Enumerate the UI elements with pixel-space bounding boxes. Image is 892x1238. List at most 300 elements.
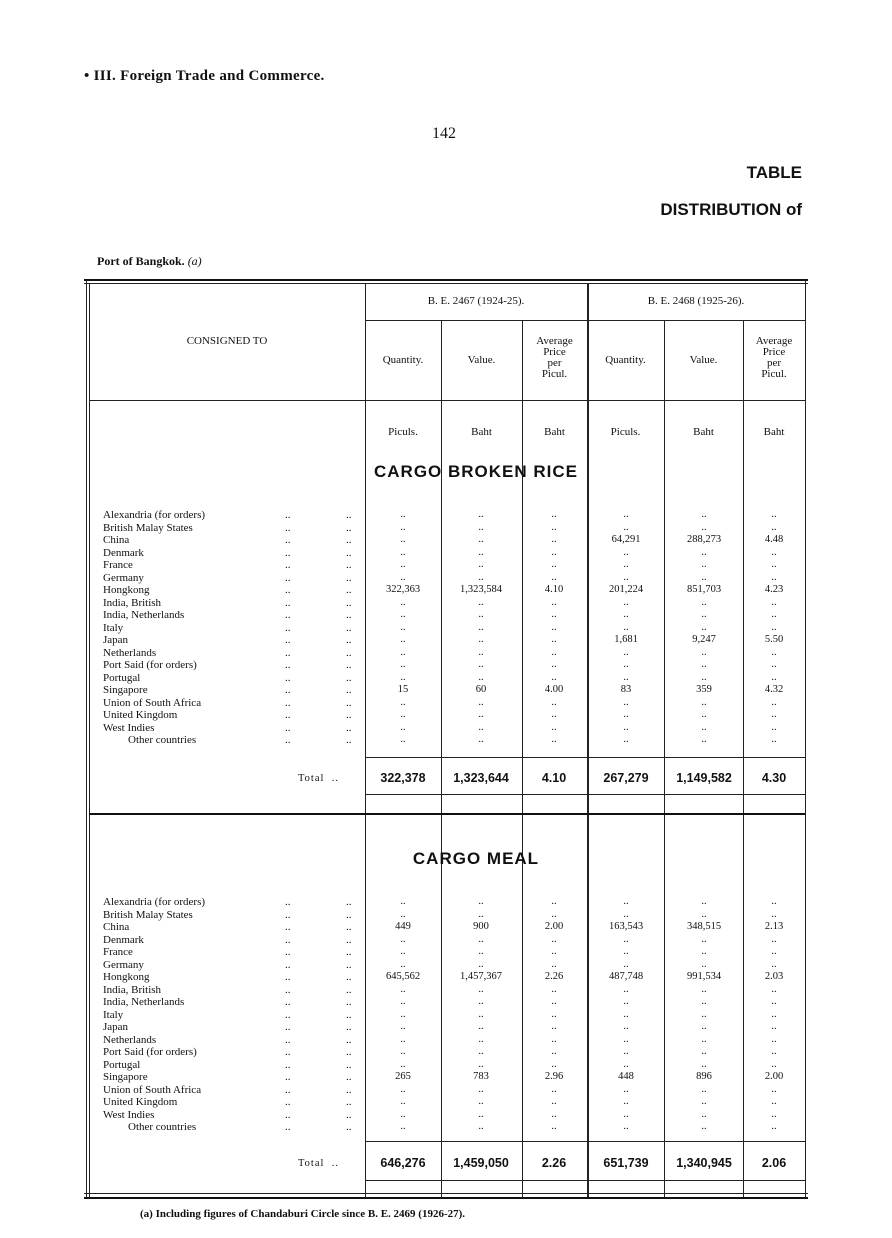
table-cell: ..: [771, 734, 777, 745]
table-cell: 64,291: [611, 534, 641, 545]
leader-dots: ..: [285, 1071, 291, 1083]
country-name: Port Said (for orders): [103, 659, 197, 671]
consigned-to-header: CONSIGNED TO: [186, 335, 268, 347]
table-cell: ..: [701, 1121, 707, 1132]
table-cell: ..: [478, 1096, 484, 1107]
table-cell: ..: [478, 696, 484, 708]
country-name: Union of South Africa: [103, 696, 202, 709]
table-cell: 5.50: [764, 634, 784, 645]
table-cell: 9,247: [692, 634, 716, 645]
leader-dots: ..: [285, 521, 291, 534]
table-cell: ..: [771, 1096, 777, 1107]
leader-dots: ..: [285, 1096, 291, 1108]
table-cell: ..: [400, 546, 406, 558]
table-cell: ..: [771, 1033, 777, 1045]
table-cell: 265: [395, 1071, 411, 1082]
table-cell: ..: [771, 546, 777, 558]
table-cell: ..: [623, 571, 629, 583]
leader-dots: ..: [285, 896, 291, 908]
leader-dots: ..: [285, 634, 291, 646]
unit-baht-1: Baht: [471, 426, 492, 438]
table-cell: ..: [771, 1008, 777, 1020]
table-cell: ..: [400, 521, 406, 533]
table-cell: ..: [551, 933, 557, 945]
table-cell: ..: [478, 621, 484, 633]
table-cell: ..: [478, 946, 484, 957]
leader-dots: ..: [285, 958, 291, 971]
total-label-2: Total ..: [298, 1158, 339, 1169]
table-cell: 2.96: [544, 1071, 564, 1082]
table-cell: ..: [701, 1021, 707, 1032]
table-cell: ..: [701, 1108, 707, 1120]
leader-dots: ..: [346, 1008, 352, 1021]
table-cell: ..: [623, 509, 629, 520]
table-cell: ..: [623, 709, 629, 720]
table-cell: ..: [701, 958, 707, 970]
table-cell: ..: [701, 908, 707, 920]
leader-dots: ..: [346, 571, 352, 584]
leader-dots: ..: [346, 946, 352, 958]
table-cell: ..: [478, 896, 484, 907]
table-cell: ..: [478, 933, 484, 945]
table-cell: ..: [400, 559, 406, 570]
table-cell: ..: [701, 659, 707, 670]
table-cell: ..: [478, 521, 484, 533]
table-cell: ..: [701, 946, 707, 957]
leader-dots: ..: [285, 646, 291, 659]
table-cell: ..: [478, 734, 484, 745]
table-cell: 4.32: [764, 684, 784, 695]
leader-dots: ..: [346, 1071, 352, 1083]
country-name: France: [103, 946, 133, 958]
table-cell: ..: [400, 734, 406, 745]
leader-dots: ..: [346, 1046, 352, 1058]
table-cell: 163,543: [608, 921, 644, 932]
leader-dots: ..: [285, 696, 291, 709]
table-cell: 2.00: [544, 921, 564, 932]
table-cell: ..: [771, 571, 777, 583]
table-cell: ..: [478, 1083, 484, 1095]
leader-dots: ..: [285, 933, 291, 946]
country-name: India, Netherlands: [103, 609, 185, 621]
table-cell: ..: [400, 596, 406, 608]
leader-dots: ..: [346, 521, 352, 534]
table-cell: ..: [551, 546, 557, 558]
table-cell: ..: [771, 1108, 777, 1120]
leader-dots: ..: [285, 1083, 291, 1096]
table-cell: ..: [771, 1058, 777, 1070]
table-cell: ..: [400, 509, 406, 520]
table-cell: ..: [551, 709, 557, 720]
year1-header: B. E. 2467 (1924-25).: [427, 295, 525, 307]
leader-dots: ..: [285, 1121, 291, 1133]
quantity-header-1: Quantity.: [382, 354, 424, 366]
country-name: United Kingdom: [103, 1096, 178, 1108]
table-cell: ..: [400, 1021, 406, 1032]
leader-dots: ..: [346, 709, 352, 721]
table-cell: 896: [696, 1071, 712, 1082]
country-name: Netherlands: [103, 646, 157, 659]
country-name: France: [103, 559, 133, 571]
table-cell: ..: [551, 1033, 557, 1045]
table-cell: ..: [551, 1121, 557, 1132]
leader-dots: ..: [346, 609, 352, 621]
table-cell: ..: [771, 1021, 777, 1032]
table-cell: 322,363: [385, 584, 421, 595]
leader-dots: ..: [346, 921, 352, 933]
table-cell: ..: [400, 534, 406, 545]
table-cell: ..: [400, 1046, 406, 1057]
table-cell: ..: [400, 609, 406, 620]
leader-dots: ..: [346, 1033, 352, 1046]
year2-header: B. E. 2468 (1925-26).: [647, 295, 745, 307]
total-cell: 1,459,050: [453, 1156, 509, 1170]
country-name: Germany: [103, 958, 144, 971]
table-cell: ..: [623, 996, 629, 1007]
footnote: (a) Including figures of Chandaburi Circle since B. E. 2469 (1926-27).: [140, 1208, 466, 1220]
table-cell: ..: [551, 1096, 557, 1107]
table-cell: ..: [400, 996, 406, 1007]
table-cell: 1,681: [614, 634, 638, 645]
table-cell: ..: [701, 646, 707, 658]
total-cell: 267,279: [603, 771, 649, 785]
table-cell: 4.48: [764, 534, 784, 545]
table-cell: ..: [551, 571, 557, 583]
table-cell: ..: [701, 1058, 707, 1070]
table-cell: ..: [771, 609, 777, 620]
table-cell: ..: [623, 646, 629, 658]
unit-baht-2: Baht: [544, 426, 565, 438]
table-cell: 288,273: [686, 534, 722, 545]
table-cell: ..: [551, 659, 557, 670]
country-name: Portugal: [103, 671, 141, 684]
table-cell: ..: [478, 1033, 484, 1045]
table-cell: ..: [701, 521, 707, 533]
country-name: Japan: [103, 1021, 129, 1033]
table-cell: ..: [551, 559, 557, 570]
table-cell: ..: [623, 1083, 629, 1095]
table-cell: ..: [701, 1046, 707, 1057]
table-cell: 487,748: [608, 971, 644, 982]
table-cell: ..: [771, 996, 777, 1007]
table-cell: ..: [400, 1108, 406, 1120]
table-cell: ..: [701, 896, 707, 907]
table-cell: ..: [478, 983, 484, 995]
total-cell: 1,149,582: [676, 771, 732, 785]
leader-dots: ..: [285, 509, 291, 521]
table-cell: ..: [478, 646, 484, 658]
table-cell: ..: [551, 509, 557, 520]
leader-dots: ..: [285, 1058, 291, 1071]
section-heading-text: III. Foreign Trade and Commerce.: [93, 68, 325, 84]
table-cell: ..: [478, 1121, 484, 1132]
table-cell: ..: [478, 609, 484, 620]
table-cell: 2.13: [764, 921, 784, 932]
table-cell: ..: [623, 621, 629, 633]
total-cell: 4.30: [761, 771, 787, 785]
table-cell: ..: [551, 1046, 557, 1057]
unit-piculs-2: Piculs.: [610, 426, 641, 438]
table-cell: 83: [620, 684, 632, 695]
table-cell: ..: [551, 908, 557, 920]
table-cell: ..: [400, 671, 406, 683]
table-cell: ..: [551, 734, 557, 745]
table-cell: 4.10: [544, 584, 564, 595]
section-title-broken-rice: CARGO BROKEN RICE: [373, 462, 578, 481]
country-name: British Malay States: [103, 908, 193, 921]
table-cell: ..: [478, 634, 484, 645]
table-cell: ..: [701, 559, 707, 570]
table-cell: ..: [623, 559, 629, 570]
leader-dots: ..: [346, 983, 352, 996]
country-name: Port Said (for orders): [103, 1046, 197, 1058]
table-cell: ..: [478, 659, 484, 670]
country-name: Germany: [103, 571, 144, 584]
table-cell: ..: [623, 671, 629, 683]
table-cell: ..: [623, 734, 629, 745]
table-cell: ..: [701, 621, 707, 633]
table-cell: ..: [623, 696, 629, 708]
table-cell: ..: [400, 659, 406, 670]
table-cell: ..: [551, 721, 557, 733]
table-cell: ..: [400, 946, 406, 957]
table-cell: ..: [623, 721, 629, 733]
table-cell: ..: [623, 1008, 629, 1020]
country-name: Portugal: [103, 1058, 141, 1071]
table-word: TABLE: [746, 163, 802, 182]
leader-dots: ..: [346, 1121, 352, 1133]
leader-dots: ..: [346, 659, 352, 671]
leader-dots: ..: [285, 596, 291, 609]
country-name: Singapore: [103, 684, 148, 696]
country-name: West Indies: [103, 1108, 155, 1121]
leader-dots: ..: [346, 596, 352, 609]
table-cell: ..: [551, 634, 557, 645]
country-name: Hongkong: [103, 971, 150, 983]
table-cell: ..: [771, 933, 777, 945]
table-cell: ..: [623, 659, 629, 670]
table-cell: ..: [400, 709, 406, 720]
leader-dots: ..: [285, 671, 291, 684]
table-cell: ..: [400, 621, 406, 633]
table-cell: ..: [478, 709, 484, 720]
total-cell: 1,323,644: [453, 771, 509, 785]
table-cell: ..: [551, 609, 557, 620]
table-cell: ..: [478, 509, 484, 520]
distribution-title: DISTRIBUTION of: [660, 200, 802, 219]
table-cell: ..: [623, 1021, 629, 1032]
table-cell: ..: [551, 983, 557, 995]
table-cell: ..: [400, 1058, 406, 1070]
leader-dots: ..: [285, 983, 291, 996]
table-cell: ..: [771, 983, 777, 995]
table-cell: ..: [400, 571, 406, 583]
country-name: Singapore: [103, 1071, 148, 1083]
table-cell: ..: [771, 1046, 777, 1057]
table-cell: ..: [623, 983, 629, 995]
leader-dots: ..: [285, 1008, 291, 1021]
table-cell: ..: [701, 709, 707, 720]
table-cell: ..: [551, 696, 557, 708]
leader-dots: ..: [346, 696, 352, 709]
table-cell: ..: [551, 621, 557, 633]
table-cell: ..: [478, 596, 484, 608]
country-name: Alexandria (for orders): [103, 509, 206, 521]
table-cell: 4.23: [764, 584, 784, 595]
table-cell: 348,515: [686, 921, 722, 932]
leader-dots: ..: [346, 684, 352, 696]
port-name: Port of Bangkok.: [97, 254, 185, 268]
leader-dots: ..: [346, 584, 352, 596]
total-cell: 4.10: [541, 771, 567, 785]
table-cell: ..: [771, 659, 777, 670]
table-cell: ..: [478, 721, 484, 733]
table-cell: ..: [701, 1008, 707, 1020]
table-cell: ..: [478, 1046, 484, 1057]
country-name: West Indies: [103, 721, 155, 734]
table-cell: ..: [623, 1096, 629, 1107]
table-cell: ..: [400, 646, 406, 658]
country-name: India, British: [103, 983, 162, 996]
table-cell: 201,224: [608, 584, 644, 595]
table-cell: ..: [551, 1008, 557, 1020]
table-cell: ..: [478, 908, 484, 920]
table-cell: ..: [771, 696, 777, 708]
table-cell: ..: [701, 734, 707, 745]
table-cell: ..: [771, 896, 777, 907]
table-cell: 2.00: [764, 1071, 784, 1082]
leader-dots: ..: [285, 734, 291, 746]
country-name: British Malay States: [103, 521, 193, 534]
table-cell: ..: [478, 1108, 484, 1120]
table-cell: ..: [701, 596, 707, 608]
table-cell: ..: [623, 1108, 629, 1120]
leader-dots: ..: [285, 921, 291, 933]
table-cell: ..: [771, 559, 777, 570]
table-cell: ..: [701, 671, 707, 683]
country-name: Denmark: [103, 933, 144, 946]
table-cell: ..: [771, 958, 777, 970]
country-name: India, Netherlands: [103, 996, 185, 1008]
table-cell: ..: [551, 534, 557, 545]
table-cell: ..: [701, 546, 707, 558]
leader-dots: ..: [346, 546, 352, 559]
table-cell: ..: [623, 933, 629, 945]
table-cell: ..: [623, 546, 629, 558]
leader-dots: ..: [346, 646, 352, 659]
section-heading: [84, 68, 325, 85]
value-header-2: Value.: [689, 354, 718, 366]
country-name: Denmark: [103, 546, 144, 559]
table-cell: ..: [771, 621, 777, 633]
table-cell: ..: [400, 908, 406, 920]
table-cell: ..: [623, 1058, 629, 1070]
table-cell: ..: [623, 596, 629, 608]
table-cell: ..: [701, 996, 707, 1007]
table-cell: ..: [400, 696, 406, 708]
table-cell: ..: [701, 721, 707, 733]
table-cell: ..: [623, 958, 629, 970]
country-name: China: [103, 534, 130, 546]
leader-dots: ..: [285, 534, 291, 546]
total-cell: 2.06: [761, 1156, 787, 1170]
leader-dots: ..: [285, 684, 291, 696]
table-cell: ..: [623, 609, 629, 620]
table-cell: ..: [551, 896, 557, 907]
port-label: [97, 254, 202, 269]
leader-dots: ..: [285, 946, 291, 958]
country-name: India, British: [103, 596, 162, 609]
table-cell: ..: [701, 609, 707, 620]
table-cell: ..: [771, 709, 777, 720]
leader-dots: ..: [346, 996, 352, 1008]
table-cell: 15: [397, 684, 409, 695]
table-cell: ..: [400, 983, 406, 995]
table-cell: ..: [478, 571, 484, 583]
leader-dots: ..: [346, 559, 352, 571]
table-cell: ..: [400, 721, 406, 733]
table-cell: ..: [400, 958, 406, 970]
country-name: United Kingdom: [103, 709, 178, 721]
table-cell: ..: [478, 671, 484, 683]
table-cell: ..: [701, 1033, 707, 1045]
table-cell: ..: [623, 521, 629, 533]
country-name: Netherlands: [103, 1033, 157, 1046]
table-cell: ..: [623, 908, 629, 920]
table-cell: ..: [771, 521, 777, 533]
total-cell: 1,340,945: [676, 1156, 732, 1170]
table-cell: ..: [551, 1058, 557, 1070]
avg-header-1: Average Price per Picul.: [536, 335, 573, 380]
unit-baht-3: Baht: [693, 426, 714, 438]
leader-dots: ..: [346, 621, 352, 634]
table-cell: ..: [701, 933, 707, 945]
table-cell: 900: [473, 921, 489, 932]
leader-dots: ..: [346, 896, 352, 908]
table-cell: ..: [551, 596, 557, 608]
leader-dots: ..: [346, 634, 352, 646]
table-cell: ..: [551, 1108, 557, 1120]
country-name: Union of South Africa: [103, 1083, 202, 1096]
leader-dots: ..: [285, 609, 291, 621]
table-cell: 4.00: [544, 684, 564, 695]
table-cell: ..: [771, 908, 777, 920]
table-cell: ..: [400, 933, 406, 945]
leader-dots: ..: [346, 1108, 352, 1121]
table-cell: ..: [478, 958, 484, 970]
table-cell: 991,534: [686, 971, 722, 982]
leader-dots: ..: [346, 971, 352, 983]
leader-dots: ..: [285, 1033, 291, 1046]
leader-dots: ..: [346, 1083, 352, 1096]
table-cell: ..: [771, 596, 777, 608]
leader-dots: ..: [346, 1096, 352, 1108]
table-cell: ..: [623, 1033, 629, 1045]
table-cell: 449: [395, 921, 411, 932]
table-cell: ..: [771, 671, 777, 683]
table-cell: ..: [623, 946, 629, 957]
country-name: Hongkong: [103, 584, 150, 596]
table-cell: ..: [771, 646, 777, 658]
unit-piculs-1: Piculs.: [388, 426, 418, 438]
table-cell: 1,457,367: [460, 971, 502, 982]
table-cell: ..: [701, 571, 707, 583]
table-cell: ..: [400, 1008, 406, 1020]
leader-dots: ..: [346, 1058, 352, 1071]
table-cell: ..: [551, 958, 557, 970]
table-cell: ..: [400, 1083, 406, 1095]
avg-header-2: Average Price per Picul.: [755, 335, 793, 380]
